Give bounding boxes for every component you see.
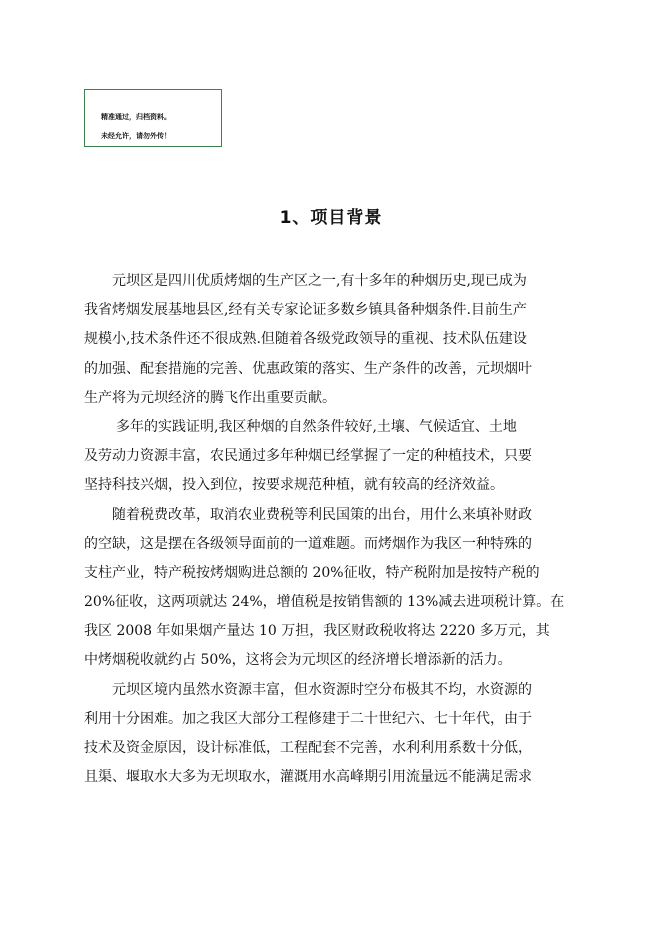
paragraph-2 <box>84 413 580 501</box>
paragraph-1 <box>84 267 580 413</box>
paragraph-4 <box>84 676 580 793</box>
stamp-line-1: 精准通过，归档资料。 <box>101 113 171 121</box>
text-line: 元坝区是四川优质烤烟的生产区之一,有十多年的种烟历史,现已成为 <box>112 273 527 289</box>
section-heading: 1、项目背景 <box>279 208 383 228</box>
document-body <box>84 267 580 792</box>
text-line: 的空缺，这是摆在各级领导面前的一道难题。而烤烟作为我区一种特殊的 <box>84 535 532 552</box>
text-line: 元坝区境内虽然水资源丰富，但水资源时空分布极其不均，水资源的 <box>112 681 532 698</box>
text-line: 且渠、堰取水大多为无坝取水，灌溉用水高峰期引用流量远不能满足需求 <box>84 769 532 786</box>
confidential-stamp <box>84 89 222 147</box>
text-line: 规模小,技术条件还不很成熟.但随着各级党政领导的重视、技术队伍建设 <box>84 331 527 348</box>
text-line: 我区 2008 年如果烟产量达 10 万担，我区财政税收将达 2220 多万元，其 <box>84 623 550 640</box>
text-line: 的加强、配套措施的完善、优惠政策的落实、生产条件的改善，元坝烟叶 <box>84 360 532 377</box>
text-line: 20%征收，这两项就达 24%，增值税是按销售额的 13%减去进项税计算。在 <box>84 594 565 611</box>
text-line: 及劳动力资源丰富，农民通过多年种烟已经掌握了一定的种植技术，只要 <box>84 448 532 465</box>
text-line: 多年的实践证明,我区种烟的自然条件较好,土壤、气候适宜、土地 <box>116 418 517 435</box>
text-line: 支柱产业，特产税按烤烟购进总额的 20%征收，特产税附加是按特产税的 <box>84 564 540 581</box>
text-line: 坚持科技兴烟，投入到位，按要求规范种植，就有较高的经济效益。 <box>84 477 504 494</box>
text-line: 生产将为元坝经济的腾飞作出重要贡献。 <box>84 389 336 406</box>
text-line: 随着税费改革，取消农业费税等利民国策的出台，用什么来填补财政 <box>112 506 532 523</box>
text-line: 技术及资金原因，设计标准低，工程配套不完善，水利利用系数十分低， <box>84 740 532 756</box>
text-line: 利用十分困难。加之我区大部分工程修建于二十世纪六、七十年代，由于 <box>84 710 532 727</box>
stamp-line-2: 未经允许，请勿外传！ <box>101 132 171 140</box>
paragraph-3 <box>84 501 580 676</box>
text-line: 我省烤烟发展基地县区,经有关专家论证多数乡镇具备种烟条件.目前生产 <box>84 302 527 319</box>
text-line: 中烤烟税收就约占 50%，这将会为元坝区的经济增长增添新的活力。 <box>84 652 512 669</box>
